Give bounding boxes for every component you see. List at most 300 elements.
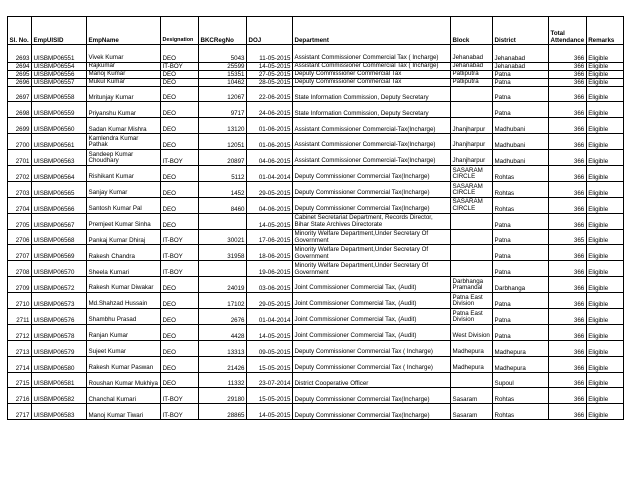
cell-empuisid: UISBMP06570 [32, 261, 87, 277]
table-row [8, 181, 624, 197]
cell-designation: IT-BOY [161, 229, 199, 245]
cell-remarks: Eligible [586, 165, 623, 181]
cell-block: SASARAM CIRCLE [451, 197, 493, 213]
cell-empuisid: UISBMP06569 [32, 245, 87, 261]
cell-empuisid: UISBMP06580 [32, 356, 87, 372]
cell-total-attendance: 366 [549, 404, 587, 420]
cell-department: Deputy Commissioner Commercial Tax ( Incharge) [293, 356, 451, 372]
header-empuisid: EmpUISID [32, 17, 87, 45]
cell-bkcregno: 21426 [199, 356, 247, 372]
employee-table [7, 16, 624, 420]
cell-district: Madhubani [493, 134, 549, 150]
cell-sl-no: 2700 [8, 134, 32, 150]
cell-empuisid: UISBMP06551 [32, 45, 87, 63]
cell-district: Madhubani [493, 118, 549, 134]
cell-empname: Sandeep Kumar Choudhary [87, 150, 161, 166]
table-row [8, 102, 624, 118]
cell-sl-no: 2709 [8, 277, 32, 293]
cell-sl-no: 2693 [8, 45, 32, 63]
table-row [8, 165, 624, 181]
cell-total-attendance: 366 [549, 86, 587, 102]
cell-sl-no: 2713 [8, 340, 32, 356]
cell-total-attendance: 366 [549, 134, 587, 150]
cell-bkcregno: 12067 [199, 86, 247, 102]
cell-bkcregno: 10462 [199, 78, 247, 86]
cell-doj: 29-05-2015 [247, 293, 293, 309]
cell-sl-no: 2698 [8, 102, 32, 118]
cell-empuisid: UISBMP06566 [32, 197, 87, 213]
cell-sl-no: 2706 [8, 229, 32, 245]
cell-district: Darbhanga [493, 277, 549, 293]
cell-bkcregno: 29180 [199, 388, 247, 404]
cell-bkcregno: 15351 [199, 70, 247, 78]
cell-total-attendance: 366 [549, 70, 587, 78]
cell-remarks: Eligible [586, 62, 623, 70]
cell-designation: DEO [161, 213, 199, 229]
cell-designation: DEO [161, 118, 199, 134]
cell-block: Madhepura [451, 340, 493, 356]
cell-doj: 15-05-2015 [247, 388, 293, 404]
cell-doj: 14-05-2015 [247, 62, 293, 70]
table-row [8, 388, 624, 404]
cell-empname: Md.Shahzad Hussain [87, 293, 161, 309]
table-row [8, 308, 624, 324]
cell-district: Patna [493, 245, 549, 261]
cell-empname: Manoj Kumar Tiwari [87, 404, 161, 420]
cell-bkcregno: 30021 [199, 229, 247, 245]
cell-district: Madhepura [493, 356, 549, 372]
cell-remarks: Eligible [586, 102, 623, 118]
cell-empname: Rajkumar [87, 62, 161, 70]
cell-department: Minority Welfare Department,Under Secretary Of Government [293, 261, 451, 277]
cell-designation: DEO [161, 78, 199, 86]
cell-bkcregno: 13313 [199, 340, 247, 356]
cell-sl-no: 2714 [8, 356, 32, 372]
table-row [8, 293, 624, 309]
header-department: Department [293, 17, 451, 45]
cell-doj: 22-06-2015 [247, 86, 293, 102]
cell-department: Deputy Commissioner Commercial Tax(Incharge) [293, 181, 451, 197]
table-row [8, 245, 624, 261]
cell-sl-no: 2699 [8, 118, 32, 134]
cell-empuisid: UISBMP06565 [32, 181, 87, 197]
cell-bkcregno: 17102 [199, 293, 247, 309]
cell-doj: 01-04-2014 [247, 165, 293, 181]
cell-doj: 09-05-2015 [247, 340, 293, 356]
cell-sl-no: 2707 [8, 245, 32, 261]
cell-sl-no: 2711 [8, 308, 32, 324]
cell-designation: IT-BOY [161, 62, 199, 70]
cell-sl-no: 2705 [8, 213, 32, 229]
cell-bkcregno: 24019 [199, 277, 247, 293]
cell-remarks: Eligible [586, 308, 623, 324]
table-row [8, 70, 624, 78]
cell-empname: Rakesh Kumar Paswan [87, 356, 161, 372]
cell-remarks: Eligible [586, 277, 623, 293]
cell-doj: 27-05-2015 [247, 70, 293, 78]
cell-department: Joint Commissioner Commercial Tax, (Audit) [293, 293, 451, 309]
cell-doj: 03-06-2015 [247, 277, 293, 293]
cell-bkcregno: 13120 [199, 118, 247, 134]
cell-block: Jhanjharpur [451, 134, 493, 150]
cell-block: Sasaram [451, 404, 493, 420]
cell-empname: Premjeet Kumar Sinha [87, 213, 161, 229]
cell-empname: Sujeet Kumar [87, 340, 161, 356]
cell-designation: DEO [161, 86, 199, 102]
cell-empuisid: UISBMP06572 [32, 277, 87, 293]
cell-empname: Roushan Kumar Mukhiya [87, 372, 161, 388]
cell-remarks: Eligible [586, 245, 623, 261]
cell-empuisid: UISBMP06568 [32, 229, 87, 245]
cell-district: Jehanabad [493, 62, 549, 70]
cell-block: Jehanabad [451, 45, 493, 63]
cell-sl-no: 2703 [8, 181, 32, 197]
cell-district: Patna [493, 70, 549, 78]
cell-district: Madhepura [493, 340, 549, 356]
cell-block: Madhepura [451, 356, 493, 372]
cell-remarks: Eligible [586, 293, 623, 309]
cell-designation: DEO [161, 197, 199, 213]
cell-empuisid: UISBMP06564 [32, 165, 87, 181]
cell-sl-no: 2702 [8, 165, 32, 181]
cell-remarks: Eligible [586, 181, 623, 197]
cell-empuisid: UISBMP06557 [32, 78, 87, 86]
header-row [8, 17, 624, 45]
cell-bkcregno: 9717 [199, 102, 247, 118]
header-block: Block [451, 17, 493, 45]
cell-total-attendance: 366 [549, 118, 587, 134]
cell-doj: 01-06-2015 [247, 118, 293, 134]
cell-doj: 14-05-2015 [247, 404, 293, 420]
cell-remarks: Eligible [586, 324, 623, 340]
cell-empuisid: UISBMP06561 [32, 134, 87, 150]
cell-remarks: Eligible [586, 86, 623, 102]
cell-department: Deputy Commissioner Commercial Tax [293, 70, 451, 78]
cell-total-attendance: 366 [549, 277, 587, 293]
cell-district: Patna [493, 261, 549, 277]
cell-department: District Cooperative Officer [293, 372, 451, 388]
table-row [8, 45, 624, 63]
cell-designation: DEO [161, 308, 199, 324]
cell-empname: Mritunjay Kumar [87, 86, 161, 102]
cell-block: Sasaram [451, 388, 493, 404]
cell-total-attendance: 366 [549, 324, 587, 340]
cell-doj: 29-05-2015 [247, 181, 293, 197]
cell-remarks: Eligible [586, 118, 623, 134]
cell-district: Supoul [493, 372, 549, 388]
table-row [8, 229, 624, 245]
cell-empname: Santosh Kumar Pal [87, 197, 161, 213]
cell-bkcregno: 2676 [199, 308, 247, 324]
cell-district: Rohtas [493, 165, 549, 181]
cell-remarks: Eligible [586, 78, 623, 86]
cell-remarks: Eligible [586, 45, 623, 63]
cell-department: Deputy Commissioner Commercial Tax(Incharge) [293, 197, 451, 213]
cell-block: Jhanjharpur [451, 150, 493, 166]
cell-empname: Mukul Kumar [87, 78, 161, 86]
cell-block [451, 102, 493, 118]
cell-doj: 01-04-2014 [247, 308, 293, 324]
cell-doj: 14-05-2015 [247, 213, 293, 229]
cell-designation: DEO [161, 356, 199, 372]
cell-total-attendance: 366 [549, 197, 587, 213]
cell-block [451, 229, 493, 245]
cell-bkcregno: 4428 [199, 324, 247, 340]
cell-empname: Vivek Kumar [87, 45, 161, 63]
cell-empuisid: UISBMP06576 [32, 308, 87, 324]
cell-sl-no: 2694 [8, 62, 32, 70]
cell-remarks: Eligible [586, 70, 623, 78]
header-designation: Designation [161, 17, 199, 45]
cell-total-attendance: 366 [549, 372, 587, 388]
cell-designation: IT-BOY [161, 261, 199, 277]
cell-total-attendance: 366 [549, 45, 587, 63]
cell-remarks: Eligible [586, 388, 623, 404]
cell-block: Jehanabad [451, 62, 493, 70]
cell-remarks: Eligible [586, 229, 623, 245]
cell-designation: DEO [161, 181, 199, 197]
table-row [8, 340, 624, 356]
cell-block: Patna East Division [451, 308, 493, 324]
header-total-attendance: Total Attendance [549, 17, 587, 45]
cell-block [451, 372, 493, 388]
cell-empname: Ranjan Kumar [87, 324, 161, 340]
cell-sl-no: 2716 [8, 388, 32, 404]
cell-designation: DEO [161, 324, 199, 340]
cell-designation: DEO [161, 372, 199, 388]
cell-bkcregno: 1452 [199, 181, 247, 197]
cell-department: Minority Welfare Department,Under Secretary Of Government [293, 229, 451, 245]
cell-empuisid: UISBMP06567 [32, 213, 87, 229]
cell-department: Minority Welfare Department,Under Secretary Of Government [293, 245, 451, 261]
cell-empname: Sanjay Kumar [87, 181, 161, 197]
cell-empuisid: UISBMP06573 [32, 293, 87, 309]
cell-designation: IT-BOY [161, 388, 199, 404]
cell-total-attendance: 366 [549, 213, 587, 229]
cell-total-attendance: 366 [549, 245, 587, 261]
table-row [8, 118, 624, 134]
cell-bkcregno: 5112 [199, 165, 247, 181]
cell-block: Patna East Division [451, 293, 493, 309]
cell-doj: 18-06-2015 [247, 245, 293, 261]
cell-total-attendance: 366 [549, 293, 587, 309]
table-row [8, 62, 624, 70]
cell-remarks: Eligible [586, 197, 623, 213]
table-row [8, 78, 624, 86]
cell-empname: Sheela Kumari [87, 261, 161, 277]
cell-district: Rohtas [493, 197, 549, 213]
cell-empname: Sadan Kumar Mishra [87, 118, 161, 134]
header-doj: DOJ [247, 17, 293, 45]
table-row [8, 372, 624, 388]
table-row [8, 404, 624, 420]
cell-empname: Pankaj Kumar Dhiraj [87, 229, 161, 245]
cell-district: Patna [493, 324, 549, 340]
cell-remarks: Eligible [586, 404, 623, 420]
header-bkcregno: BKCRegNo [199, 17, 247, 45]
cell-sl-no: 2704 [8, 197, 32, 213]
cell-sl-no: 2715 [8, 372, 32, 388]
cell-department: Deputy Commissioner Commercial Tax(Incharge) [293, 388, 451, 404]
cell-empuisid: UISBMP06581 [32, 372, 87, 388]
cell-empname: Rakesh Kumar Diwakar [87, 277, 161, 293]
table-body [8, 45, 624, 420]
cell-bkcregno [199, 261, 247, 277]
cell-designation: DEO [161, 340, 199, 356]
cell-total-attendance: 366 [549, 150, 587, 166]
cell-district: Patna [493, 213, 549, 229]
cell-district: Rohtas [493, 181, 549, 197]
cell-doj: 01-06-2015 [247, 134, 293, 150]
header-remarks: Remarks [586, 17, 623, 45]
cell-remarks: Eligible [586, 372, 623, 388]
cell-department: Deputy Commissioner Commercial Tax(Incharge) [293, 165, 451, 181]
cell-department: Assistant Commissioner Commercial Tax ( Incharge) [293, 62, 451, 70]
table-row [8, 356, 624, 372]
table-row [8, 150, 624, 166]
cell-department: Assistant Commissioner Commercial-Tax(Incharge) [293, 134, 451, 150]
cell-empname: Kamlendra Kumar Pathak [87, 134, 161, 150]
cell-empuisid: UISBMP06579 [32, 340, 87, 356]
cell-doj: 14-05-2015 [247, 324, 293, 340]
cell-empuisid: UISBMP06563 [32, 150, 87, 166]
cell-doj: 17-06-2015 [247, 229, 293, 245]
cell-remarks: Eligible [586, 340, 623, 356]
cell-empname: Chanchal Kumari [87, 388, 161, 404]
cell-block: SASARAM CIRCLE [451, 181, 493, 197]
cell-designation: DEO [161, 165, 199, 181]
cell-doj: 04-06-2015 [247, 150, 293, 166]
cell-block [451, 213, 493, 229]
cell-department: Joint Commissioner Commercial Tax, (Audit) [293, 308, 451, 324]
cell-total-attendance: 366 [549, 62, 587, 70]
table-row [8, 86, 624, 102]
cell-remarks: Eligible [586, 213, 623, 229]
cell-sl-no: 2710 [8, 293, 32, 309]
cell-designation: DEO [161, 102, 199, 118]
cell-department: Deputy Commissioner Commercial Tax ( Incharge) [293, 340, 451, 356]
cell-sl-no: 2717 [8, 404, 32, 420]
cell-empuisid: UISBMP06558 [32, 86, 87, 102]
cell-department: Joint Commissioner Commercial Tax, (Audit) [293, 277, 451, 293]
cell-district: Rohtas [493, 404, 549, 420]
cell-designation: DEO [161, 277, 199, 293]
cell-doj: 04-06-2015 [247, 197, 293, 213]
cell-empuisid: UISBMP06559 [32, 102, 87, 118]
cell-total-attendance: 366 [549, 340, 587, 356]
header-empname: EmpName [87, 17, 161, 45]
table-row [8, 261, 624, 277]
cell-designation: DEO [161, 134, 199, 150]
cell-doj: 19-06-2015 [247, 261, 293, 277]
cell-bkcregno: 20897 [199, 150, 247, 166]
cell-empuisid: UISBMP06583 [32, 404, 87, 420]
cell-block: West Division [451, 324, 493, 340]
cell-department: Assistant Commissioner Commercial-Tax(Incharge) [293, 150, 451, 166]
header-district: District [493, 17, 549, 45]
cell-bkcregno [199, 213, 247, 229]
cell-block: Patliputra [451, 70, 493, 78]
cell-empuisid: UISBMP06556 [32, 70, 87, 78]
cell-bkcregno: 31958 [199, 245, 247, 261]
cell-total-attendance: 366 [549, 356, 587, 372]
cell-department: Assistant Commissioner Commercial-Tax(Incharge) [293, 118, 451, 134]
table-row [8, 134, 624, 150]
cell-doj: 23-07-2014 [247, 372, 293, 388]
cell-block [451, 86, 493, 102]
cell-total-attendance: 366 [549, 165, 587, 181]
cell-designation: DEO [161, 45, 199, 63]
cell-remarks: Eligible [586, 356, 623, 372]
cell-district: Patna [493, 102, 549, 118]
cell-block: Patliputra [451, 78, 493, 86]
cell-sl-no: 2701 [8, 150, 32, 166]
cell-district: Patna [493, 293, 549, 309]
cell-doj: 11-05-2015 [247, 45, 293, 63]
cell-total-attendance: 366 [549, 78, 587, 86]
cell-district: Rohtas [493, 388, 549, 404]
header-sl-no: Sl. No. [8, 17, 32, 45]
cell-remarks: Eligible [586, 134, 623, 150]
cell-designation: DEO [161, 70, 199, 78]
cell-block: SASARAM CIRCLE [451, 165, 493, 181]
cell-block: Darbhanga Pramandal [451, 277, 493, 293]
cell-empname: Shambhu Prasad [87, 308, 161, 324]
table-row [8, 324, 624, 340]
cell-block [451, 261, 493, 277]
cell-department: Assistant Commissioner Commercial Tax ( Incharge) [293, 45, 451, 63]
cell-sl-no: 2695 [8, 70, 32, 78]
cell-district: Madhubani [493, 150, 549, 166]
cell-total-attendance: 366 [549, 181, 587, 197]
cell-district: Patna [493, 78, 549, 86]
cell-bkcregno: 12051 [199, 134, 247, 150]
cell-empname: Rakesh Chandra [87, 245, 161, 261]
cell-district: Patna [493, 86, 549, 102]
cell-bkcregno: 11332 [199, 372, 247, 388]
cell-bkcregno: 25599 [199, 62, 247, 70]
cell-empuisid: UISBMP06560 [32, 118, 87, 134]
cell-total-attendance: 366 [549, 388, 587, 404]
cell-empuisid: UISBMP06582 [32, 388, 87, 404]
cell-sl-no: 2712 [8, 324, 32, 340]
cell-empname: Rishikant Kumar [87, 165, 161, 181]
cell-bkcregno: 8460 [199, 197, 247, 213]
cell-sl-no: 2697 [8, 86, 32, 102]
cell-total-attendance: 365 [549, 229, 587, 245]
table-row [8, 213, 624, 229]
cell-department: Deputy Commissioner Commercial Tax [293, 78, 451, 86]
cell-department: Cabinet Secretariat Department, Records Director, Bihar State Archives Directorate [293, 213, 451, 229]
cell-block: Jhanjharpur [451, 118, 493, 134]
table-row [8, 197, 624, 213]
cell-designation: IT-BOY [161, 150, 199, 166]
cell-designation: DEO [161, 293, 199, 309]
cell-district: Patna [493, 308, 549, 324]
cell-total-attendance: 366 [549, 102, 587, 118]
cell-designation: IT-BOY [161, 245, 199, 261]
cell-department: Deputy Commissioner Commercial Tax(Incharge) [293, 404, 451, 420]
cell-remarks: Eligible [586, 261, 623, 277]
cell-remarks: Eligible [586, 150, 623, 166]
cell-total-attendance: 366 [549, 308, 587, 324]
cell-block [451, 245, 493, 261]
cell-sl-no: 2696 [8, 78, 32, 86]
cell-district: Jehanabad [493, 45, 549, 63]
cell-bkcregno: 5043 [199, 45, 247, 63]
cell-sl-no: 2708 [8, 261, 32, 277]
cell-bkcregno: 28865 [199, 404, 247, 420]
